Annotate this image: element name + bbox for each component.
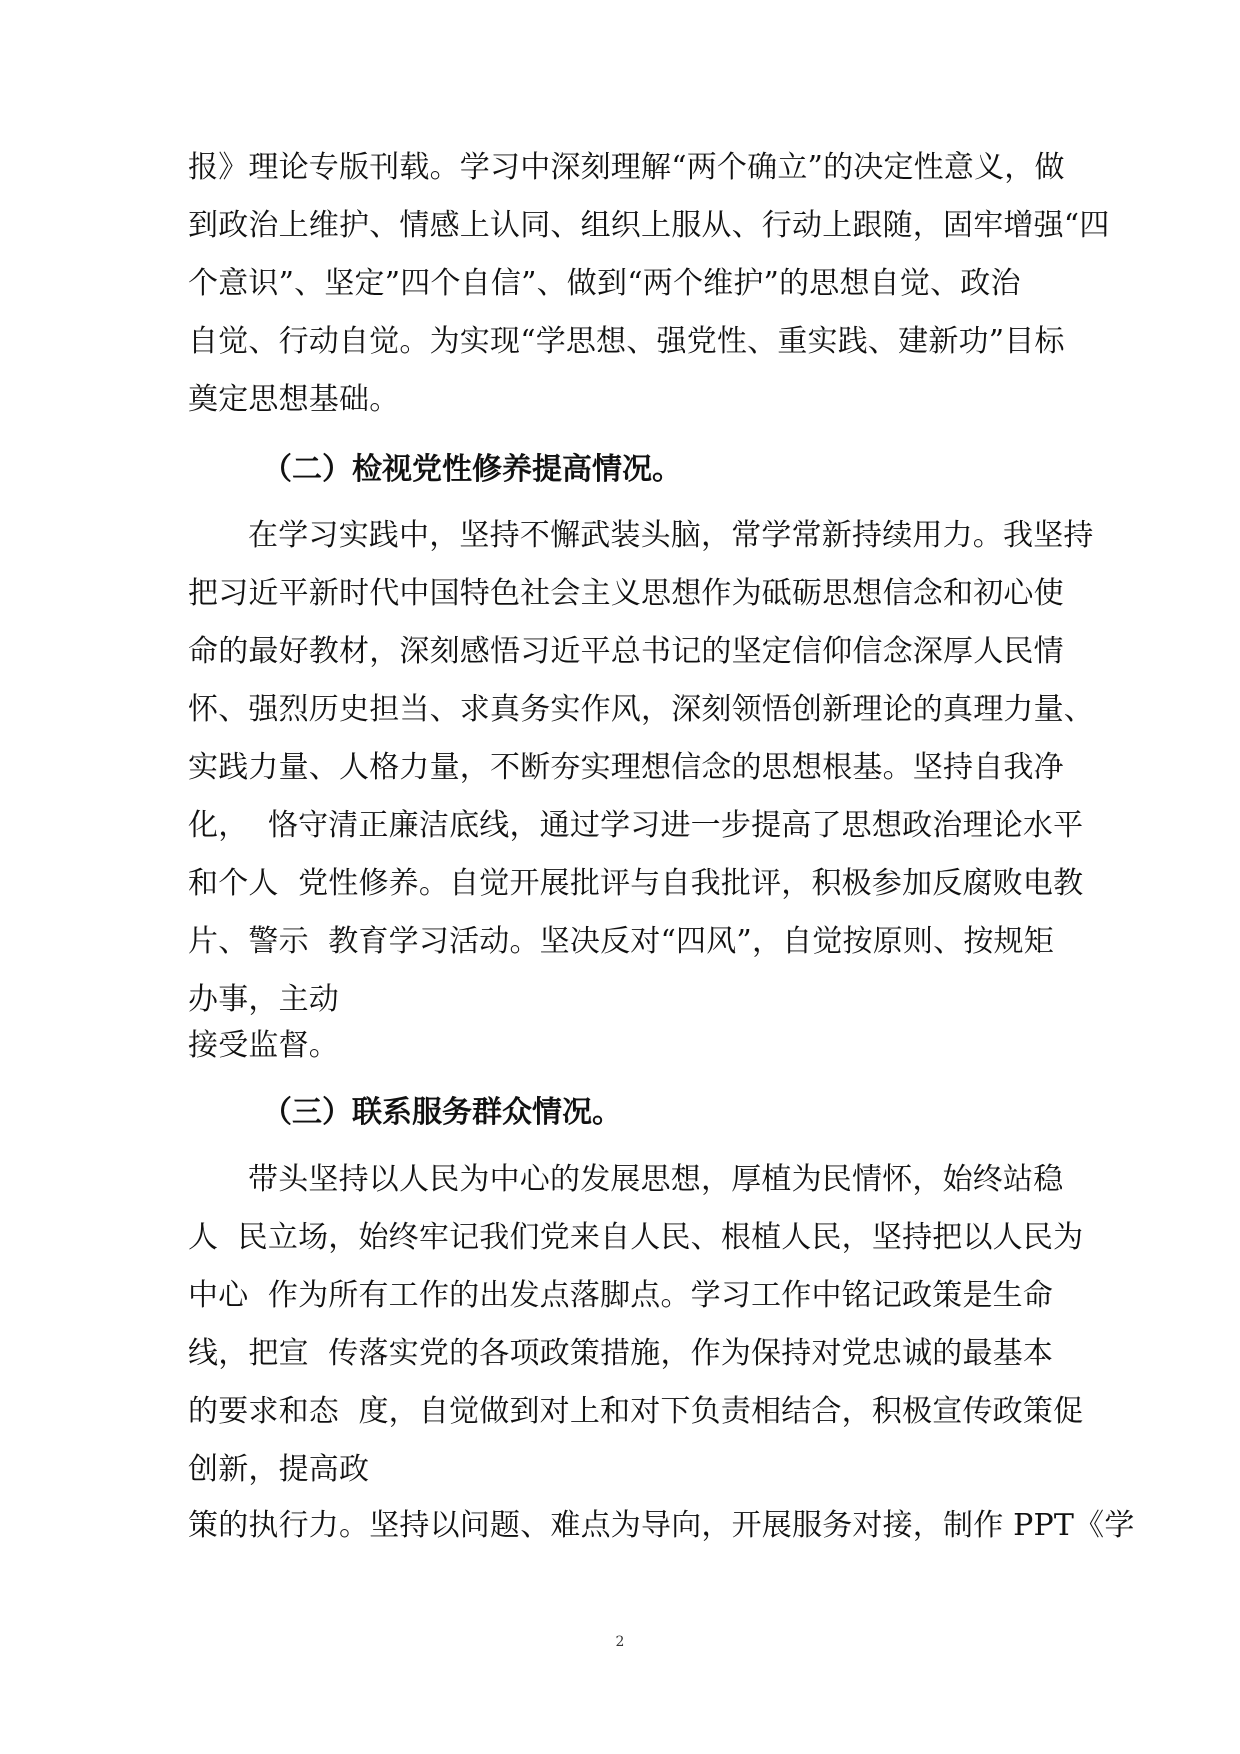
paragraph-line: 怀、强烈历史担当、求真务实作风，深刻领悟创新理论的真理力量、 — [188, 692, 1094, 727]
paragraph-line: 中心 作为所有工作的出发点落脚点。学习工作中铭记政策是生命 — [188, 1278, 1054, 1313]
paragraph-line: 人 民立场，始终牢记我们党来自人民、根植人民，坚持把以人民为 — [188, 1220, 1084, 1255]
paragraph-line: 实践力量、人格力量，不断夯实理想信念的思想根基。坚持自我净 — [188, 750, 1064, 785]
paragraph-line: 办事，主动 — [188, 982, 339, 1017]
paragraph-line: 奠定思想基础。 — [188, 382, 400, 417]
paragraph-line: 带头坚持以人民为中心的发展思想，厚植为民情怀，始终站稳 — [248, 1162, 1064, 1197]
paragraph-line: 片、警示 教育学习活动。坚决反对“四风”，自觉按原则、按规矩 — [188, 924, 1054, 959]
paragraph-line: 的要求和态 度，自觉做到对上和对下负责相结合，积极宣传政策促 — [188, 1394, 1084, 1429]
paragraph-line: 创新，提高政 — [188, 1452, 370, 1487]
paragraph-line: 到政治上维护、情感上认同、组织上服从、行动上跟随，固牢增强“四 — [188, 208, 1110, 243]
paragraph-line: 线，把宣 传落实党的各项政策措施，作为保持对党忠诚的最基本 — [188, 1336, 1054, 1371]
paragraph-line: 把习近平新时代中国特色社会主义思想作为砥砺思想信念和初心使 — [188, 576, 1064, 611]
paragraph-line: 接受监督。 — [188, 1028, 339, 1063]
paragraph-line: 和个人 党性修养。自觉开展批评与自我批评，积极参加反腐败电教 — [188, 866, 1084, 901]
paragraph-line: 命的最好教材，深刻感悟习近平总书记的坚定信仰信念深厚人民情 — [188, 634, 1064, 669]
page-number: 2 — [615, 1634, 625, 1650]
paragraph-line: 化， 恪守清正廉洁底线，通过学习进一步提高了思想政治理论水平 — [188, 808, 1084, 843]
paragraph-line: 在学习实践中，坚持不懈武装头脑，常学常新持续用力。我坚持 — [248, 518, 1094, 553]
paragraph-line: 策的执行力。坚持以问题、难点为导向，开展服务对接，制作 PPT《学 — [188, 1508, 1135, 1543]
section-heading-2: （二）检视党性修养提高情况。 — [262, 452, 682, 487]
paragraph-line: 报》理论专版刊载。学习中深刻理解“两个确立”的决定性意义，做 — [188, 150, 1065, 185]
paragraph-line: 个意识”、坚定”四个自信”、做到“两个维护”的思想自觉、政治 — [188, 266, 1021, 301]
section-heading-3: （三）联系服务群众情况。 — [262, 1095, 622, 1130]
paragraph-line: 自觉、行动自觉。为实现“学思想、强党性、重实践、建新功”目标 — [188, 324, 1065, 359]
